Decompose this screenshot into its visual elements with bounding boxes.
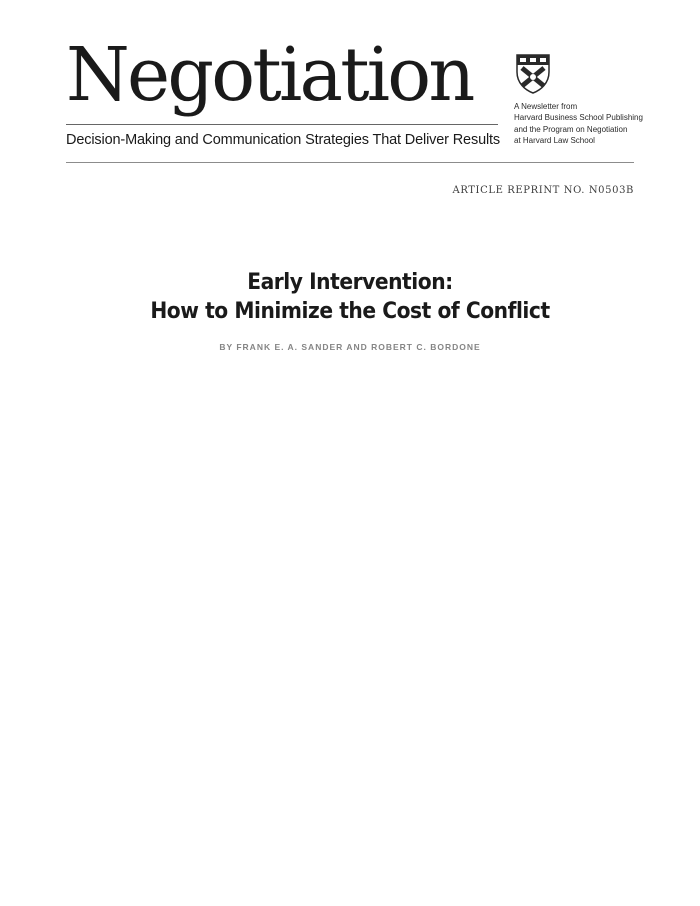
harvard-shield-icon [514,52,552,94]
article-header [70,268,630,352]
article-byline: BY FRANK E. A. SANDER AND ROBERT C. BORDONE [219,342,481,352]
article-title-line-2: How to Minimize the Cost of Conflict [150,299,550,324]
article-title-line-1: Early Intervention: [247,270,453,295]
publisher-line: Harvard Business School Publishing [514,113,643,123]
publisher-line: at Harvard Law School [514,135,595,145]
masthead-divider [66,162,634,163]
masthead [0,0,700,170]
article-title [92,268,607,326]
publisher-line: and the Program on Negotiation [514,124,628,134]
publisher-credit [514,101,654,146]
publisher-line: A Newsletter from [514,102,578,111]
title-divider [66,124,498,125]
newsletter-tagline: Decision-Making and Communication Strategies That Deliver Results [66,132,501,148]
newsletter-title: Negotiation [66,32,473,118]
reprint-number: ARTICLE REPRINT NO. N0503B [452,185,634,196]
